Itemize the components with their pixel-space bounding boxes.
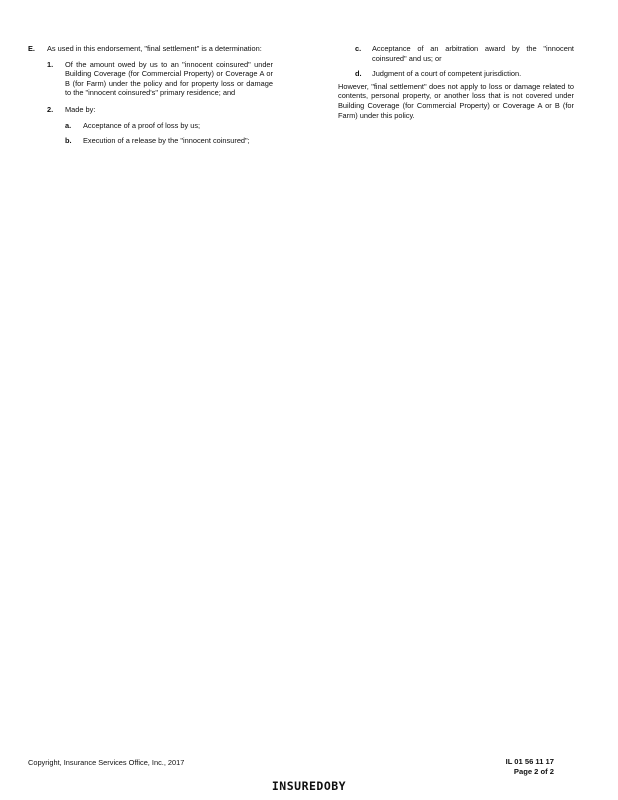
sub-item-d-text: Judgment of a court of competent jurisdiction. xyxy=(372,69,522,79)
sub-item-c xyxy=(338,44,574,63)
footer-form-info xyxy=(500,757,554,777)
form-number: IL 01 56 11 17 xyxy=(505,757,554,766)
sub-item-a-label: a. xyxy=(65,120,72,130)
sub-item-b-text: Execution of a release by the "innocent coinsured"; xyxy=(83,136,250,146)
page-number: Page 2 of 2 xyxy=(513,767,554,776)
sub-item-b-label: b. xyxy=(65,136,72,146)
sub-item-b xyxy=(28,136,273,146)
item-2-label: 2. xyxy=(47,104,54,114)
item-2 xyxy=(28,105,273,115)
item-1-label: 1. xyxy=(47,59,54,69)
right-column xyxy=(338,44,574,128)
sub-item-c-label: c. xyxy=(355,44,362,53)
watermark: INSUREDOBY xyxy=(271,779,347,793)
item-2-text: Made by: xyxy=(65,104,96,114)
sub-item-a xyxy=(28,121,273,131)
sub-item-d-label: d. xyxy=(355,69,362,79)
section-e xyxy=(28,44,273,54)
copyright-notice: Copyright, Insurance Services Office, Inc., 2017 xyxy=(28,758,185,767)
sub-item-d xyxy=(338,69,574,79)
item-1-text: Of the amount owed by us to an "innocent coinsured" under Building Coverage (for Commercial Property) or Coverage A or B (for Farm) under the policy and for property loss or damage to the "innocent coinsured's" primary residence; and xyxy=(65,59,273,98)
section-e-label: E. xyxy=(28,44,35,53)
section-e-text: As used in this endorsement, "final settlement" is a determination: xyxy=(47,44,262,53)
item-1 xyxy=(28,60,273,98)
sub-item-c-text: Acceptance of an arbitration award by the "innocent coinsured" and us; or xyxy=(372,44,574,63)
sub-item-a-text: Acceptance of a proof of loss by us; xyxy=(83,120,201,130)
left-column xyxy=(28,44,273,146)
however-paragraph: However, "final settlement" does not apply to loss or damage related to contents, personal property, or another loss that is not covered under Building Coverage (for Commercial Property) or Coverage A or B (for Farm) under this policy. xyxy=(338,81,574,120)
